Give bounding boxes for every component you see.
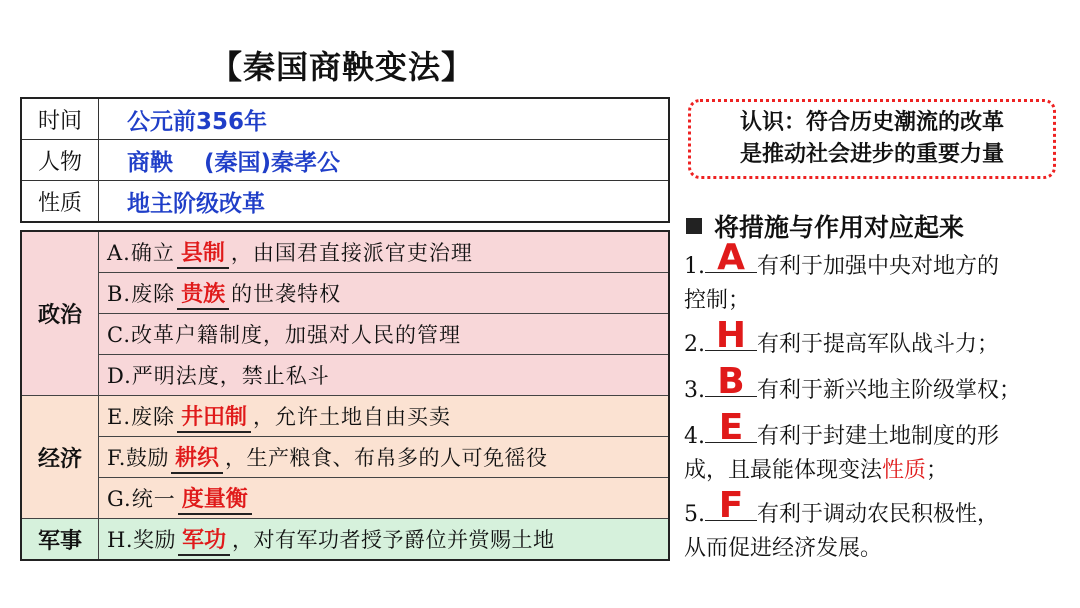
question-4 bbox=[684, 407, 1074, 488]
category-label: 政治 bbox=[22, 232, 99, 395]
info-table bbox=[20, 97, 670, 223]
measure-text: D.严明法度，禁止私斗 bbox=[107, 364, 330, 388]
category-label: 军事 bbox=[22, 519, 99, 559]
info-row-nature bbox=[22, 181, 668, 221]
answer-letter: E bbox=[718, 407, 744, 448]
question-text: 有利于调动农民积极性， bbox=[757, 502, 1000, 527]
question-5 bbox=[684, 485, 1074, 566]
question-text: 有利于加强中央对地方的 bbox=[757, 254, 1000, 279]
measure-answer: 井田制 bbox=[177, 400, 251, 433]
answer-letter: H bbox=[715, 315, 747, 356]
group-military bbox=[22, 519, 668, 559]
info-value: 地主阶级改革 bbox=[127, 190, 265, 217]
insight-note bbox=[688, 99, 1056, 179]
measure-text: 的世袭特权 bbox=[231, 282, 342, 306]
measure-row bbox=[99, 232, 668, 273]
measure-text: ，由国君直接派官吏治理 bbox=[230, 241, 473, 265]
measures-table bbox=[20, 230, 670, 561]
question-2 bbox=[684, 315, 1074, 362]
measure-text: E.废除 bbox=[107, 405, 176, 429]
answer-letter: B bbox=[717, 361, 745, 402]
info-label: 时间 bbox=[22, 99, 99, 139]
answer-blank bbox=[705, 315, 757, 356]
info-value: 商鞅 (秦国)秦孝公 bbox=[127, 149, 341, 176]
question-number: 3. bbox=[684, 378, 705, 403]
question-text: 有利于新兴地主阶级掌权； bbox=[757, 378, 1022, 403]
measure-answer: 耕织 bbox=[171, 441, 223, 474]
measure-text: B.废除 bbox=[107, 282, 176, 306]
measure-text: H.奖励 bbox=[107, 528, 176, 552]
measure-row bbox=[99, 355, 668, 395]
question-number: 1. bbox=[684, 254, 705, 279]
question-number: 4. bbox=[684, 424, 705, 449]
question-heading-text: 将措施与作用对应起来 bbox=[714, 213, 965, 242]
question-text: ； bbox=[926, 458, 949, 483]
square-bullet-icon bbox=[686, 218, 702, 234]
question-number: 5. bbox=[684, 502, 705, 527]
measure-answer: 贵族 bbox=[177, 277, 229, 310]
note-line: 认识：符合历史潮流的改革 bbox=[739, 110, 1004, 135]
question-text: 从而促进经济发展。 bbox=[684, 536, 883, 561]
measure-text: ，对有军功者授予爵位并赏赐土地 bbox=[232, 528, 555, 552]
answer-letter: A bbox=[717, 237, 745, 278]
answer-blank bbox=[705, 407, 757, 448]
question-text: 有利于封建土地制度的形 bbox=[757, 424, 1000, 449]
measure-answer: 县制 bbox=[177, 236, 229, 269]
measure-row bbox=[99, 437, 668, 478]
question-text: 有利于提高军队战斗力； bbox=[757, 332, 1000, 357]
measure-answer: 度量衡 bbox=[178, 482, 252, 515]
measure-text: F.鼓励 bbox=[107, 446, 169, 470]
answer-blank bbox=[705, 237, 757, 278]
measure-text: G.统一 bbox=[107, 487, 176, 511]
group-economy bbox=[22, 396, 668, 519]
answer-blank bbox=[705, 485, 757, 526]
category-label: 经济 bbox=[22, 396, 99, 518]
measure-row bbox=[99, 396, 668, 437]
measure-answer: 军功 bbox=[178, 523, 230, 556]
info-row-person bbox=[22, 140, 668, 181]
question-1 bbox=[684, 237, 1074, 318]
question-text: 成，且最能体现变法 bbox=[684, 458, 883, 483]
group-politics bbox=[22, 232, 668, 396]
page-title: 【秦国商鞅变法】 bbox=[210, 48, 475, 86]
info-row-time bbox=[22, 99, 668, 140]
question-number: 2. bbox=[684, 332, 705, 357]
info-value: 公元前356年 bbox=[127, 108, 268, 135]
measure-row bbox=[99, 273, 668, 314]
measure-row bbox=[99, 314, 668, 355]
measure-text: ，生产粮食、布帛多的人可免徭役 bbox=[225, 446, 548, 470]
highlight-text: 性质 bbox=[882, 458, 927, 483]
answer-blank bbox=[705, 361, 757, 402]
note-line: 是推动社会进步的重要力量 bbox=[739, 142, 1004, 167]
measure-row bbox=[99, 519, 668, 559]
measure-text: ，允许土地自由买卖 bbox=[253, 405, 452, 429]
info-label: 人物 bbox=[22, 140, 99, 180]
question-text: 控制； bbox=[684, 288, 751, 313]
measure-row bbox=[99, 478, 668, 518]
question-3 bbox=[684, 361, 1074, 408]
answer-letter: F bbox=[718, 485, 744, 526]
info-label: 性质 bbox=[22, 181, 99, 221]
measure-text: A.确立 bbox=[107, 241, 175, 265]
measure-text: C.改革户籍制度，加强对人民的管理 bbox=[107, 323, 461, 347]
